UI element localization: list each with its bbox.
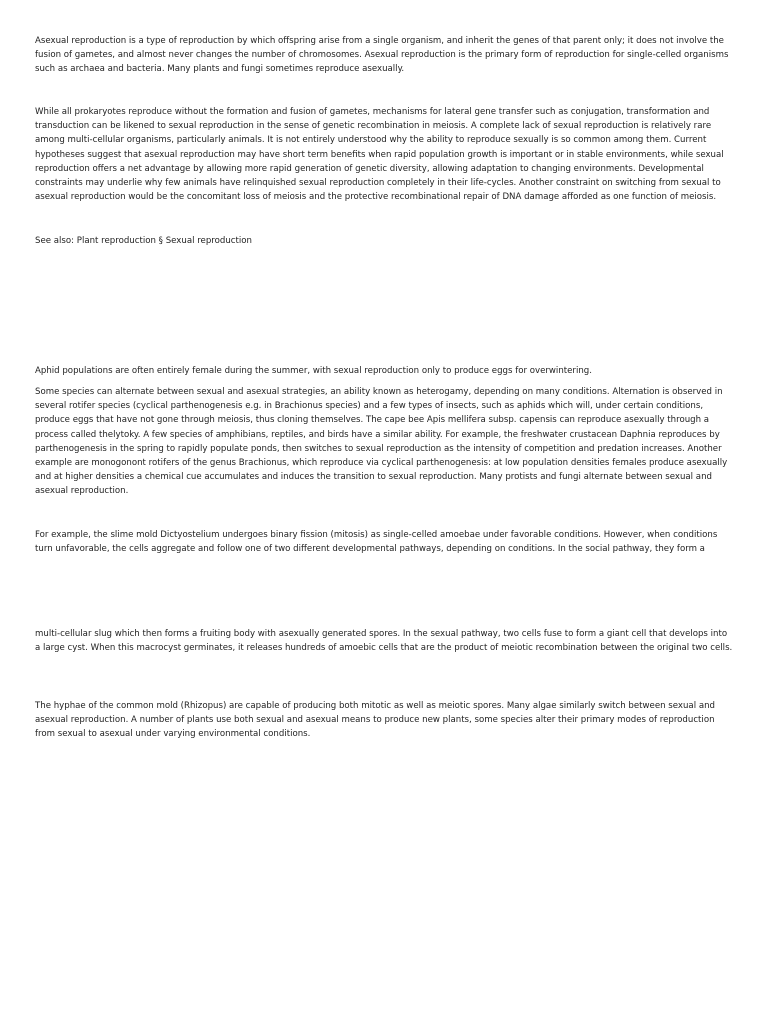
paragraph-slug: multi-cellular slug which then forms a fruiting body with asexually generated spores. In the sexual pathway, two cells fuse to form a giant cell that develops into a large cyst. When this macrocyst germinates, it releases hundreds of amoebic cells that are the product of meiotic recombination between the original two cells. <box>35 629 733 654</box>
paragraph-heterogamy: Some species can alternate between sexual and asexual strategies, an ability known as heterogamy, depending on many conditions. Alternation is observed in several rotifer species (cyclical parthenogenesis e.g. in Brachionus species) and a few types of insects, such as aphids which will, under certain conditions, produce eggs that have not gone through meiosis, thus cloning themselves. The cape bee Apis mellifera subsp. capensis can reproduce asexually through a process called thelytoky. A few species of amphibians, reptiles, and birds have a similar ability. For example, the freshwater crustacean Daphnia reproduces by parthenogenesis in the spring to rapidly populate ponds, then switches to sexual reproduction as the intensity of competition and predation increases. Another example are monogonont rotifers of the genus Brachionus, which reproduce via cyclical parthenogenesis: at low population densities females produce asexually and at higher densities a chemical cue accumulates and induces the transition to sexual reproduction. Many protists and fungi alternate between sexual and asexual reproduction. <box>35 387 728 497</box>
paragraph-prokaryotes: While all prokaryotes reproduce without the formation and fusion of gametes, mechanisms for lateral gene transfer such as conjugation, transformation and transduction can be likened to sexual reproduction in the sense of genetic recombination in meiosis. A complete lack of sexual reproduction is relatively rare among multi-cellular organisms, particularly animals. It is not entirely understood why the ability to reproduce sexually is so common among them. Current hypotheses suggest that asexual reproduction may have short term benefits when rapid population growth is important or in stable environments, while sexual reproduction offers a net advantage by allowing more rapid generation of genetic diversity, allowing adaptation to changing environments. Developmental constraints may underlie why few animals have relinquished sexual reproduction completely in their life-cycles. Another constraint on switching from sexual to asexual reproduction would be the concomitant loss of meiosis and the protective recombinational repair of DNA damage afforded as one function of meiosis. <box>35 107 724 203</box>
paragraph-asexual-definition: Asexual reproduction is a type of reproduction by which offspring arise from a single organism, and inherit the genes of that parent only; it does not involve the fusion of gametes, and almost never changes the number of chromosomes. Asexual reproduction is the primary form of reproduction for single-celled organisms such as archaea and bacteria. Many plants and fungi sometimes reproduce asexually. <box>35 36 729 75</box>
paragraph-rhizopus: The hyphae of the common mold (Rhizopus) are capable of producing both mitotic as well as meiotic spores. Many algae similarly switch between sexual and asexual reproduction. A number of plants use both sexual and asexual means to produce new plants, some species alter their primary modes of reproduction from sexual to asexual under varying environmental conditions. <box>35 701 715 740</box>
paragraph-slime-mold: For example, the slime mold Dictyostelium undergoes binary fission (mitosis) as single-celled amoebae under favorable conditions. However, when conditions turn unfavorable, the cells aggregate and follow one of two different developmental pathways, depending on conditions. In the social pathway, they form a <box>35 530 718 555</box>
paragraph-aphid: Aphid populations are often entirely female during the summer, with sexual reproduction only to produce eggs for overwintering. <box>35 366 592 376</box>
see-also-line: See also: Plant reproduction § Sexual reproduction <box>35 236 252 246</box>
